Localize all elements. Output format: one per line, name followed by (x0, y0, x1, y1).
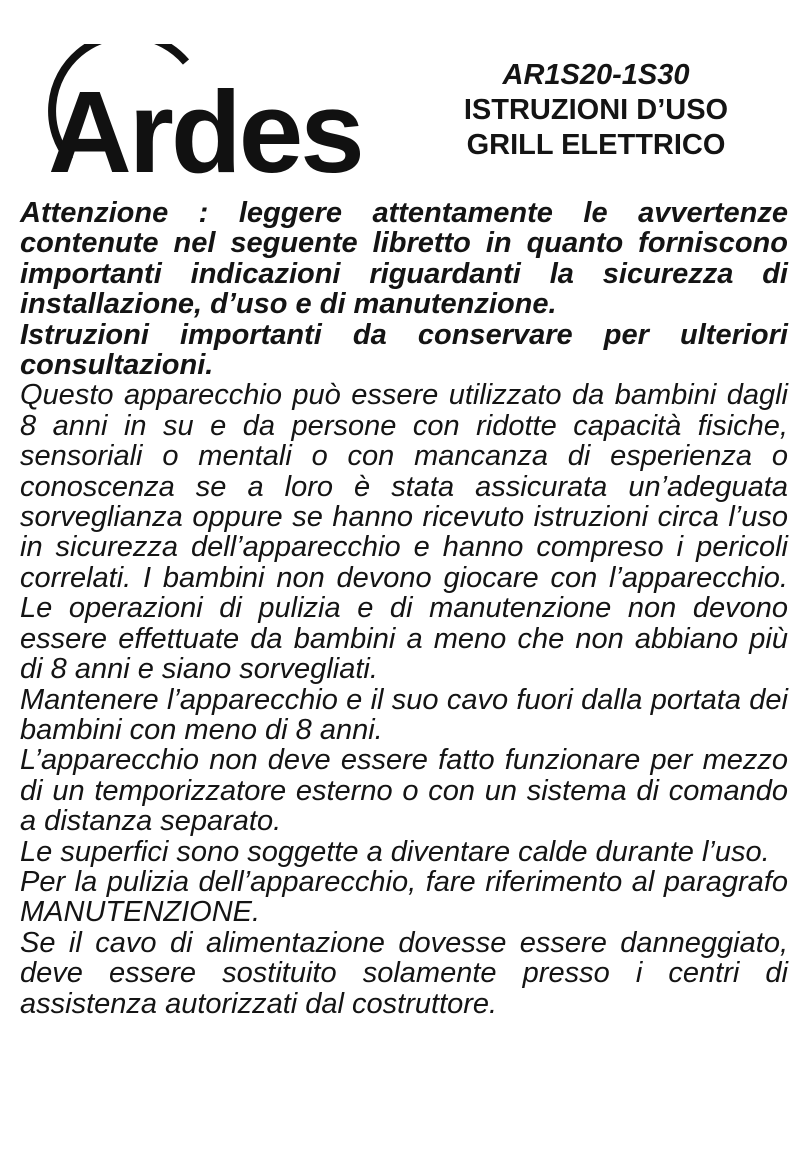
ardes-logo-graphic (40, 44, 385, 184)
safety-paragraph-timer: L’apparecchio non deve essere fatto funzionare per mezzo di un temporizzatore esterno o con un sistema di comando a distanza separato. (20, 744, 788, 838)
model-code: AR1S20-1S30 (502, 59, 690, 91)
safety-paragraph-cleaning: Per la pulizia dell’apparecchio, fare riferimento al paragrafo MANUTENZIONE. (20, 865, 788, 929)
document-title-block (436, 58, 756, 163)
page-header (0, 0, 808, 190)
safety-paragraph-damaged-cable: Se il cavo di alimentazione dovesse essere danneggiato, deve essere sostituito solamente presso i centri di assistenza autorizzati dal costruttore. (20, 926, 788, 1020)
ardes-logo (40, 44, 385, 184)
product-name: GRILL ELETTRICO (466, 129, 726, 161)
instructions-body (20, 198, 788, 1019)
warning-intro: Attenzione : leggere attentamente le avvertenze contenute nel seguente libretto in quanto forniscono importanti indicazioni riguardanti la sicurezza di installazione, d’uso e di manutenzione. (20, 197, 788, 321)
logo-wordmark: Ardes (48, 67, 362, 184)
safety-paragraph-children: Questo apparecchio può essere utilizzato da bambini dagli 8 anni in su e da persone con ridotte capacità fisiche, sensoriali o mentali o con mancanza di esperienza o conoscenza se a loro è stata assicurata un’adeguata sorveglianza oppure se hanno ricevuto istruzioni circa l’uso in sicurezza dell’apparecchio e hanno compreso i pericoli correlati. I bambini non devono giocare con l’apparecchio. Le operazioni di pulizia e di manutenzione non devono essere effettuate da bambini a meno che non abbiano più di 8 anni e siano sorvegliati. (20, 379, 788, 686)
safety-paragraph-hot-surfaces: Le superfici sono soggette a diventare calde durante l’uso. (20, 835, 770, 868)
keep-instructions-note: Istruzioni importanti da conservare per ulteriori consultazioni. (20, 318, 788, 382)
safety-paragraph-cable-reach: Mantenere l’apparecchio e il suo cavo fuori dalla portata dei bambini con meno di 8 anni. (20, 683, 788, 746)
document-type: ISTRUZIONI D’USO (463, 94, 729, 126)
